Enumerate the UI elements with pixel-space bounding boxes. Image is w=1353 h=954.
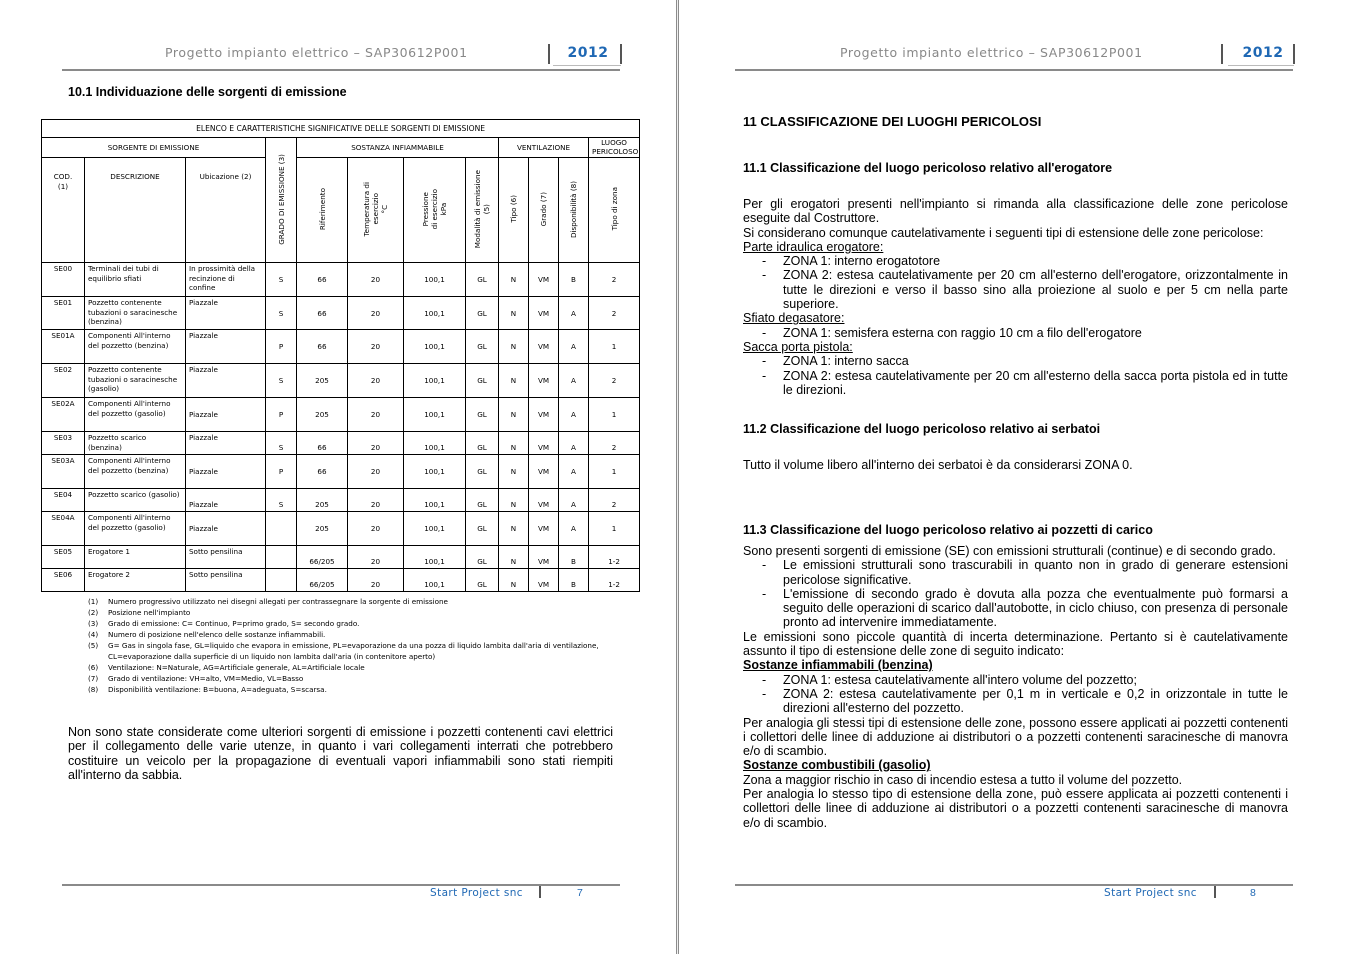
page-number: 7: [577, 887, 583, 899]
paragraph: Le emissioni sono piccole quantità di incerta determinazione. Pertanto si è cautelativamente assunto il tipo di estensione delle zone di seguito indicato:: [743, 629, 1288, 659]
footer-rule: [735, 884, 1293, 886]
table-row: SE02 Pozzetto contenente tubazioni o saracinesche (gasolio) Piazzale S 205 20 100,1 GL N VM A 2: [42, 364, 640, 398]
col-emission-mode: Modalità di emissione (5): [466, 158, 499, 263]
header-divider: [1293, 44, 1295, 64]
note-item: (8) Disponibilità ventilazione: B=buona, A=adeguata, S=scarsa.: [88, 685, 327, 694]
paragraph: Sono presenti sorgenti di emissione (SE) con emissioni strutturali (continue) e di secondo grado.: [743, 544, 1276, 558]
header-project-title: Progetto impianto elettrico – SAP30612P001: [840, 45, 1143, 60]
sand-filled-pits-paragraph: Non sono state considerate come ulteriori sorgenti di emissione i pozzetti contenenti cavi elettrici per il collegamento delle varie utenze, in quanto i vari collegamenti interrati che potrebbero costituire un veicolo per la propagazione di eventuali vapori infiammabili sono stati riempiti all'interno da sabbia.: [68, 725, 613, 782]
col-vent-type: Tipo (6): [499, 158, 529, 263]
header-rule-thin: [553, 65, 621, 66]
note-item: (3) Grado di emissione: C= Continuo, P=primo grado, S= secondo grado.: [88, 619, 360, 628]
section-title-11-3: 11.3 Classificazione del luogo pericoloso relativo ai pozzetti di carico: [743, 523, 1153, 537]
subheading: Sfiato degasatore:: [743, 311, 845, 326]
col-pressure: Pressione di esercizio kPa: [404, 158, 466, 263]
page-number: 8: [1250, 887, 1256, 899]
table-notes: [88, 596, 628, 695]
section-title-10-1: 10.1 Individuazione delle sorgenti di emissione: [68, 85, 347, 99]
header-divider: [620, 44, 622, 64]
header-divider: [548, 44, 550, 64]
paragraph: Zona a maggior rischio in caso di incendio estesa a tutto il volume del pozzetto.: [743, 772, 1183, 787]
header-year: 2012: [1242, 45, 1284, 61]
list-item: - ZONA 2: estesa cautelativamente per 20 cm all'esterno dell'erogatore, orizzontalmente in tutte le direzioni e verso il basso sino alla proiezione al suolo e per 5 cm nella parte superiore.: [762, 268, 1288, 312]
subheading: Parte idraulica erogatore:: [743, 239, 884, 254]
table-row: SE01 Pozzetto contenente tubazioni o saracinesche (benzina) Piazzale S 66 20 100,1 GL N VM A 2: [42, 297, 640, 330]
paragraph: Per analogia lo stesso tipo di estensione della zone, può essere applicata ai pozzetti contenenti i collettori delle linee di adduzione ai distributori o a pozzetti contenenti saracinesche di manovra e/o di scambio.: [743, 787, 1288, 830]
chapter-title-11: 11 CLASSIFICAZIONE DEI LUOGHI PERICOLOSI: [743, 114, 1042, 129]
paragraph: Si considerano comunque cautelativamente i seguenti tipi di estensione delle zone pericolose:: [743, 225, 1264, 240]
footer-divider: [1214, 886, 1216, 898]
group-place: LUOGO PERICOLOSO: [589, 138, 640, 158]
section-11-1-body: [743, 197, 1288, 397]
note-item: (1) Numero progressivo utilizzato nei disegni allegati per contrassegnare la sorgente di emissione: [88, 597, 448, 606]
header-divider: [1221, 44, 1223, 64]
col-zone-type: Tipo di zona: [589, 158, 640, 263]
paragraph: Per gli erogatori presenti nell'impianto si rimanda alla classificazione delle zone pericolose eseguite dal Costruttore.: [743, 197, 1288, 226]
list-item: - ZONA 1: semisfera esterna con raggio 10 cm a filo dell'erogatore: [762, 325, 1142, 340]
col-availability: Disponibilità (8): [559, 158, 589, 263]
list-item: - ZONA 2: estesa cautelativamente per 20 cm all'esterno della sacca porta pistola ed in tutte le direzioni.: [762, 368, 1288, 397]
table-row: SE04 Pozzetto scarico (gasolio) Piazzale S 205 20 100,1 GL N VM A 2: [42, 489, 640, 512]
table-row: SE01A Componenti All'interno del pozzetto (benzina) Piazzale P 66 20 100,1 GL N VM A 1: [42, 330, 640, 364]
section-title-11-2: 11.2 Classificazione del luogo pericoloso relativo ai serbatoi: [743, 422, 1101, 436]
table-row: SE06 Erogatore 2 Sotto pensilina 66/205 20 100,1 GL N VM B 1-2: [42, 569, 640, 592]
list-item: - Le emissioni strutturali sono trascurabili in quanto non in grado di generare estensioni pericolose significative.: [762, 558, 1288, 587]
header-rule: [62, 69, 620, 71]
list-item: - ZONA 2: estesa cautelativamente per 0,1 m in verticale e 0,2 in orizzontale in tutte le direzioni all'esterno del pozzetto.: [762, 686, 1288, 716]
table-row: SE05 Erogatore 1 Sotto pensilina 66/205 20 100,1 GL N VM B 1-2: [42, 546, 640, 569]
note-item: (5) G= Gas in singola fase, GL=liquido che evapora in emissione, PL=evaporazione da una pozza di liquido lambita dall'aria di ventilazione, CL=evaporazione dalla superficie di un liquido non lambita dall'aria (in contenitore aperto): [88, 641, 599, 661]
section-11-2-body: Tutto il volume libero all'interno dei serbatoi è da considerarsi ZONA 0.: [743, 458, 1133, 472]
footer-divider: [539, 886, 541, 898]
header-year: 2012: [567, 45, 609, 61]
subheading: Sacca porta pistola:: [743, 339, 853, 354]
list-item: - ZONA 1: estesa cautelativamente all'intero volume del pozzetto;: [762, 672, 1137, 687]
header-rule-thin: [1228, 65, 1294, 66]
table-row: SE00 Terminali dei tubi di equilibrio sfiati In prossimità della recinzione di confine S 66 20 100,1 GL N VM B 2: [42, 263, 640, 297]
footer-rule: [62, 884, 620, 886]
group-substance: SOSTANZA INFIAMMABILE: [297, 138, 499, 158]
footer-company: Start Project snc: [430, 887, 523, 899]
table-caption: ELENCO E CARATTERISTICHE SIGNIFICATIVE DELLE SORGENTI DI EMISSIONE: [42, 120, 640, 138]
note-item: (4) Numero di posizione nell'elenco delle sostanze infiammabili.: [88, 630, 326, 639]
col-cod: COD. (1): [42, 158, 85, 263]
page-8: [678, 0, 1353, 954]
section-title-11-1: 11.1 Classificazione del luogo pericoloso relativo all'erogatore: [743, 161, 1113, 175]
table-row: SE02A Componenti All'interno del pozzetto (gasolio) Piazzale P 205 20 100,1 GL N VM A 1: [42, 398, 640, 432]
note-item: (2) Posizione nell'impianto: [88, 608, 191, 617]
section-11-3-body: [743, 544, 1288, 830]
col-temperature: Temperatura di esercizio °C: [348, 158, 404, 263]
col-reference: Riferimento: [297, 158, 348, 263]
header-rule: [735, 69, 1293, 71]
list-item: - ZONA 1: interno sacca: [762, 354, 909, 369]
note-item: (7) Grado di ventilazione: VH=alto, VM=Medio, VL=Basso: [88, 674, 304, 683]
col-description: DESCRIZIONE: [85, 158, 186, 263]
paragraph: Per analogia gli stessi tipi di estensione delle zone, possono essere applicati ai pozzetti contenenti i collettori delle linee di adduzione ai distributori o a pozzetti contenenti saracinesche di manovra e/o di scambio.: [743, 715, 1288, 759]
col-location: Ubicazione (2): [186, 158, 266, 263]
col-vent-grade: Grado (7): [529, 158, 559, 263]
list-item: - L'emissione di secondo grado è dovuta alla pozza che eventualmente può formarsi a seguito delle operazioni di scarico dall'autobotte, in ciclo chiuso, con presenza di personale pronto ad intervenire immediatamente.: [762, 586, 1288, 630]
subheading: Sostanze infiammabili (benzina): [743, 658, 933, 673]
group-ventilation: VENTILAZIONE: [499, 138, 589, 158]
subheading: Sostanze combustibili (gasolio): [743, 758, 931, 773]
emission-sources-table: [41, 119, 640, 592]
note-item: (6) Ventilazione: N=Naturale, AG=Artificiale generale, AL=Artificiale locale: [88, 663, 365, 672]
table-row: SE04A Componenti All'interno del pozzetto (gasolio) Piazzale 205 20 100,1 GL N VM A 1: [42, 512, 640, 546]
table-row: SE03A Componenti All'interno del pozzetto (benzina) Piazzale P 66 20 100,1 GL N VM A 1: [42, 455, 640, 489]
list-item: - ZONA 1: interno erogatotore: [762, 254, 941, 269]
group-source: SORGENTE DI EMISSIONE: [42, 138, 266, 158]
header-project-title: Progetto impianto elettrico – SAP30612P001: [165, 45, 468, 60]
col-grade: GRADO DI EMISSIONE (3): [266, 138, 297, 263]
table-row: SE03 Pozzetto scarico (benzina) Piazzale S 66 20 100,1 GL N VM A 2: [42, 432, 640, 455]
footer-company: Start Project snc: [1104, 887, 1197, 899]
